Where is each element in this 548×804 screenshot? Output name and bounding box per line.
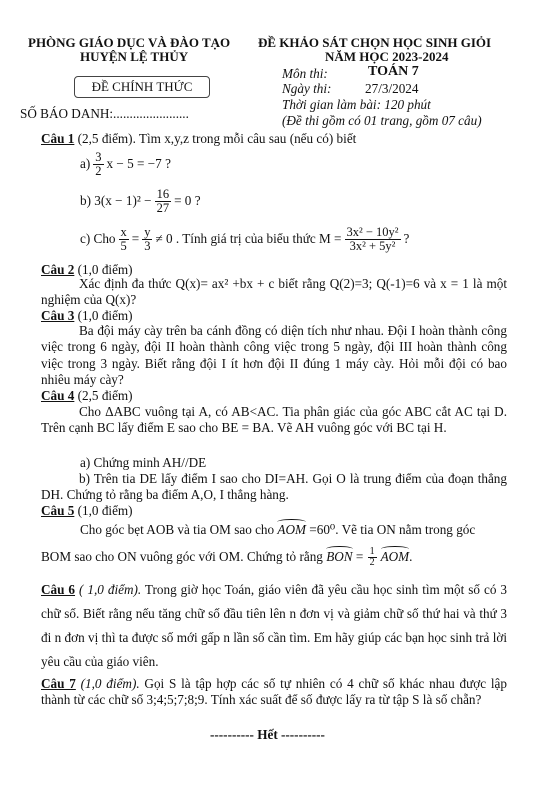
question-3-points: (1,0 điểm) (74, 308, 133, 323)
question-6-title: Câu 6 (41, 582, 76, 597)
question-1a-expression: x − 5 = −7 ? (106, 156, 171, 171)
question-3-title: Câu 3 (41, 308, 75, 323)
angle-aom: AOM (277, 522, 306, 537)
question-5-text: BOM sao cho ON vuông góc với OM. Chứng tỏ rằng (41, 549, 327, 564)
question-1b-label: b) 3(x − 1)² − (80, 193, 152, 208)
period: . (409, 549, 413, 564)
question-2-text: Xác định đa thức Q(x)= ax² +bx + c biết rằng Q(2)=3; Q(-1)=6 và x = 1 là một nghiệm của Q(x)? (41, 276, 507, 308)
question-7-text: Gọi S là tập hợp các số tự nhiên có 4 chữ số khác nhau được lập thành từ các chữ số 3;4;5;7;8;9. Tính xác suất để số được lấy ra từ tập S là số chẵn? (41, 676, 508, 708)
question-2-title: Câu 2 (41, 262, 75, 277)
exam-title: ĐỀ KHẢO SÁT CHỌN HỌC SINH GIỎI (258, 35, 492, 50)
candidate-number-label: SỐ BÁO DANH:....................... (20, 106, 189, 121)
question-5-text: Cho góc bẹt AOB và tia OM sao cho (80, 522, 278, 537)
question-7-points: (1,0 điểm). (75, 676, 140, 691)
fraction-x-5 (119, 226, 129, 253)
fraction-denominator: 2 (369, 556, 375, 568)
fraction-denominator: 3x² + 5y² (349, 238, 396, 253)
department-name: PHÒNG GIÁO DỤC VÀ ĐÀO TẠO (28, 35, 231, 50)
question-5-title: Câu 5 (41, 503, 75, 518)
district-name: HUYỆN LỆ THỦY (80, 49, 189, 64)
question-1c (80, 222, 409, 256)
question-3-text: Ba đội máy cày trên ba cánh đồng có diện tích như nhau. Đội I hoàn thành công việc trong 6 ngày, đội II hoàn thành công việc trong 5 ngày, đội III hoàn thành công việc trong 3 ngày. Biết rằng đội I ít hơn đội II đúng 1 máy cày. Hỏi mỗi đội có bao nhiêu máy cày? (41, 323, 507, 387)
fraction-expression-m (345, 226, 401, 253)
question-4b: b) Trên tia DE lấy điểm I sao cho DI=AH. Gọi O là trung điểm của đoạn thẳng DH. Chứng tỏ rằng ba điểm A,O, I thẳng hàng. (41, 471, 507, 503)
end-marker: ---------- Hết ---------- (210, 727, 325, 742)
question-5-heading (41, 503, 133, 519)
school-year: NĂM HỌC 2023-2024 (325, 49, 449, 64)
fraction-numerator: 3 (95, 149, 102, 164)
fraction-one-half (368, 547, 377, 568)
question-1a (80, 147, 171, 181)
question-7 (41, 676, 507, 709)
question-1c-label: c) Cho (80, 231, 116, 246)
question-1-title: Câu 1 (41, 131, 75, 146)
equals-sign: = (352, 549, 367, 564)
question-4-text: Cho ΔABC vuông tại A, có AB<AC. Tia phân giác của góc ABC cắt AC tại D. Trên cạnh BC lấy điểm E sao cho BE = BA. Vẽ AH vuông góc với BC tại H. (41, 404, 507, 436)
angle-aom: AOM (380, 549, 410, 564)
fraction-numerator: y (144, 224, 151, 239)
fraction-denominator: 3 (144, 238, 151, 253)
question-5-line-1 (80, 522, 475, 538)
fraction-denominator: 27 (156, 200, 170, 215)
question-6 (41, 578, 507, 674)
page-note: (Đề thi gồm có 01 trang, gồm 07 câu) (282, 113, 482, 128)
date-label: Ngày thi: (282, 81, 332, 96)
subject-label: Môn thi: (282, 66, 328, 81)
official-exam-label: ĐỀ CHÍNH THỨC (74, 76, 210, 98)
question-4a: a) Chứng minh AH//DE (80, 455, 207, 470)
question-1b-expression: = 0 ? (174, 193, 201, 208)
question-4-heading (41, 388, 133, 404)
question-7-title: Câu 7 (41, 676, 76, 691)
question-2-points: (1,0 điểm) (74, 262, 133, 277)
question-1-heading (41, 131, 356, 147)
question-1-points: (2,5 điểm). Tìm x,y,z trong mỗi câu sau (nếu có) biết (74, 131, 357, 146)
fraction-numerator: x (120, 224, 127, 239)
question-5-line-2 (41, 546, 412, 568)
fraction-numerator: 3x² − 10y² (346, 224, 399, 239)
question-5-points: (1,0 điểm) (74, 503, 133, 518)
question-4-title: Câu 4 (41, 388, 75, 403)
question-1a-label: a) (80, 156, 91, 171)
question-5-text: =60⁰. Vẽ tia ON nằm trong góc (306, 522, 476, 537)
time-allowed: Thời gian làm bài: 120 phút (282, 97, 431, 112)
question-3-heading (41, 308, 133, 324)
fraction-y-3 (142, 226, 152, 253)
question-4-points: (2,5 điểm) (74, 388, 133, 403)
equals-sign: = (131, 231, 140, 246)
date-value: 27/3/2024 (365, 81, 419, 96)
question-1b (80, 184, 201, 218)
fraction-numerator: 1 (369, 545, 375, 557)
question-1c-text: ≠ 0 . Tính giá trị của biểu thức M = (155, 231, 342, 246)
fraction-denominator: 2 (95, 163, 102, 178)
fraction-3-2 (93, 151, 103, 178)
angle-bon: BON (326, 549, 353, 564)
question-6-text: Trong giờ học Toán, giáo viên đã yêu cầu học sinh tìm một số có 3 chữ số. Biết rằng nếu tăng chữ số đầu tiên lên n đơn vị và giảm chữ số thứ hai và thứ 3 đi n đơn vị thì ta được số mới gấp n lần số cần tìm. Em hãy giúp các bạn học sinh trả lời yêu cầu của giáo viên. (41, 582, 508, 669)
subject-value: TOÁN 7 (368, 64, 419, 79)
question-6-points: ( 1,0 điểm). (75, 582, 142, 597)
fraction-numerator: 16 (156, 186, 170, 201)
question-mark: ? (403, 231, 410, 246)
fraction-denominator: 5 (120, 238, 127, 253)
fraction-16-27 (155, 188, 172, 215)
